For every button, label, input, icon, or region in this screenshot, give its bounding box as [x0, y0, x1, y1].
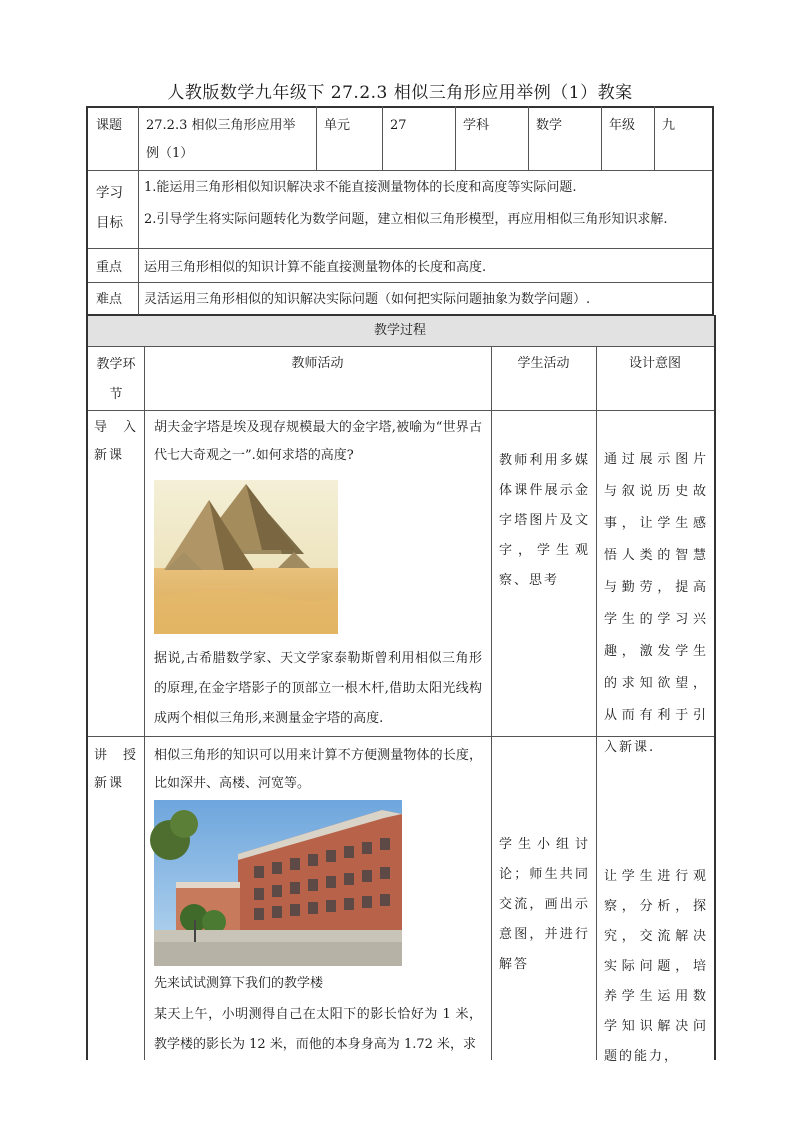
lecture-design: 让学生进行观察，分析，探究，交流解决实际问题，培养学生运用数学知识解决问题的能力， — [604, 869, 708, 1064]
info-col4 — [455, 106, 456, 170]
goals-line1: 1.能运用三角形相似知识解决求不能直接测量物体的长度和高度等实际问题. — [144, 180, 577, 195]
process-col3 — [596, 346, 597, 1060]
intro-design: 通过展示图片与叙说历史故事，让学生感悟人类的智慧与勤劳，提高学生的学习兴趣，激发学生的求知欲望，从而有利于引入新课. — [604, 452, 708, 755]
topic-label: 课题 — [96, 118, 123, 133]
info-row2-bottom — [86, 248, 714, 249]
info-row1-bottom — [86, 170, 714, 171]
col-teacher-header: 教师活动 — [291, 356, 344, 371]
info-col3 — [382, 106, 383, 170]
goals-label: 学习目标 — [96, 185, 123, 231]
intro-teacher-p1: 胡夫金字塔是埃及现存规模最大的金字塔,被喻为“世界古代七大奇观之一”.如何求塔的高度? — [154, 420, 482, 463]
lecture-stage: 讲授新课 — [94, 748, 138, 791]
pyramid-image — [154, 480, 338, 634]
process-colhead-bottom — [86, 410, 714, 411]
info-col7 — [654, 106, 655, 170]
school-building-image — [154, 800, 402, 966]
unit-value: 27 — [390, 118, 407, 133]
lecture-teacher-p2: 先来试试测算下我们的教学楼 — [154, 976, 324, 991]
subject-value: 数学 — [536, 118, 563, 133]
difficulty-label: 难点 — [96, 292, 123, 307]
key-point-text: 运用三角形相似的知识计算不能直接测量物体的长度和高度. — [144, 260, 487, 275]
goals-line2: 2.引导学生将实际问题转化为数学问题，建立相似三角形模型，再应用相似三角形知识求解. — [144, 212, 668, 227]
info-border-top — [86, 106, 714, 108]
process-col2 — [491, 346, 492, 1060]
info-border-right — [712, 106, 714, 315]
grade-label: 年级 — [609, 118, 636, 133]
grade-value: 九 — [662, 118, 676, 133]
process-intro-bottom — [86, 736, 714, 737]
process-border-right — [714, 315, 716, 1060]
info-col6 — [601, 106, 602, 170]
info-border-bottom — [86, 314, 714, 316]
info-border-left — [86, 106, 88, 315]
info-row3-bottom — [86, 282, 714, 283]
intro-student: 教师利用多媒体课件展示金字塔图片及文字，学生观察、思考 — [499, 453, 590, 588]
process-border-left — [86, 315, 88, 1060]
process-col1 — [144, 346, 145, 1060]
topic-value: 27.2.3 相似三角形应用举例（1） — [146, 118, 296, 161]
lecture-teacher-p1: 相似三角形的知识可以用来计算不方便测量物体的长度，比如深井、高楼、河宽等。 — [154, 748, 482, 791]
info-col1 — [138, 106, 139, 315]
process-header-bottom — [86, 346, 714, 347]
col-stage-header: 教学环节 — [96, 357, 136, 402]
intro-stage: 导入新课 — [94, 420, 138, 463]
document-title: 人教版数学九年级下 27.2.3 相似三角形应用举例（1）教案 — [167, 83, 633, 103]
col-design-header: 设计意图 — [628, 356, 681, 371]
key-point-label: 重点 — [96, 260, 123, 275]
process-header: 教学过程 — [373, 323, 426, 338]
info-col2 — [316, 106, 317, 170]
subject-label: 学科 — [463, 118, 490, 133]
unit-label: 单元 — [324, 118, 351, 133]
lecture-teacher-p3: 某天上午，小明测得自己在太阳下的影长恰好为 1 米，教学楼的影长为 12 米，而他的本身身高为 1.72 米，求 — [154, 1007, 482, 1052]
lecture-student: 学生小组讨论；师生共同交流，画出示意图，并进行解答 — [499, 837, 590, 972]
difficulty-text: 灵活运用三角形相似的知识解决实际问题（如何把实际问题抽象为数学问题）. — [144, 292, 591, 307]
intro-teacher-p2: 据说,古希腊数学家、天文学家泰勒斯曾利用相似三角形的原理,在金字塔影子的顶部立一根木杆,借助太阳光线构成两个相似三角形,来测量金字塔的高度. — [154, 651, 482, 726]
col-student-header: 学生活动 — [517, 356, 570, 371]
info-col5 — [528, 106, 529, 170]
